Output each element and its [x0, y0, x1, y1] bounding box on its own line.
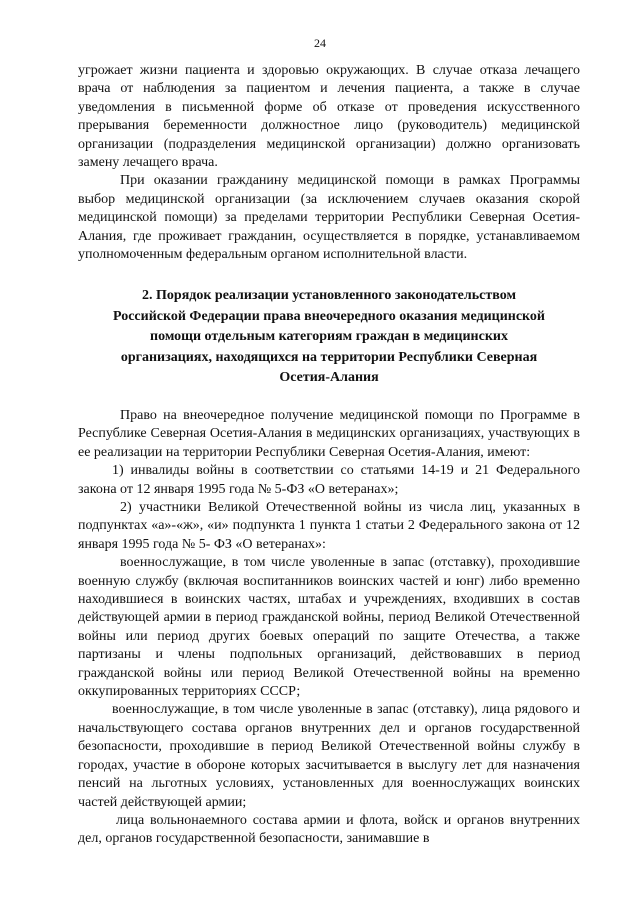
page-content — [78, 62, 580, 849]
paragraph-wwii-participants: 2) участники Великой Отечественной войны из числа лиц, указанных в подпунктах «а»-«ж», «и» подпункта 1 пункта 1 статьи 2 Федерального закона от 12 января 1995 года № 5- ФЗ «О ветеранах»: — [78, 500, 580, 552]
section-heading: 2. Порядок реализации установленного законодательством Российской Федерации права внеочередного оказания медицинской помощи отдельным категориям граждан в медицинских организациях, находящихся на территории Республики Северная Осетия-Алания — [113, 288, 545, 386]
paragraph-right-to-priority-care: Право на внеочередное получение медицинской помощи по Программе в Республике Северная Осетия-Алания в медицинских организациях, участвующих в ее реализации на территории Республики Северная Осетия-Алания, имеют: — [78, 407, 580, 460]
paragraph-organization-choice: При оказании гражданину медицинской помощи в рамках Программы выбор медицинской организации (за исключением случаев оказания скорой медицинской помощи) за пределами территории Республики Северная Осетия-Алания, где проживает гражданин, осуществляется в порядке, устанавливаемом уполномоченным федеральным органом исполнительной власти. — [78, 173, 580, 263]
paragraph-doctor-replacement: угрожает жизни пациента и здоровью окружающих. В случае отказа лечащего врача от наблюдения за пациентом и лечения пациента, а также в случае уведомления в письменной форме об отказе от проведения искусственного прерывания беременности должностное лицо (руководитель) медицинской организации (подразделения медицинской организации) должно организовать замену лечащего врача. — [78, 63, 580, 171]
paragraph-civilian-staff: лица вольнонаемного состава армии и флота, войск и органов внутренних дел, органов государственной безопасности, занимавшие в — [78, 812, 580, 847]
paragraph-military-personnel: военнослужащие, в том числе уволенные в запас (отставку), проходившие военную службу (включая воспитанников воинских частей и юнг) либо временно находившиеся в воинских частях, штабах и учреждениях, входивших в состав действующей армии в период гражданской войны, период Великой Отечественной войны или период других боевых операций по защите Отечества, а также партизаны и члены подпольных организаций, действовавших в период гражданской войны или период Великой Отечественной войны на временно оккупированных территориях СССР; — [78, 555, 580, 700]
page-number: 24 — [314, 36, 326, 50]
paragraph-city-defense-service: военнослужащие, в том числе уволенные в запас (отставку), лица рядового и начальствующего состава органов внутренних дел и органов государственной безопасности, проходившие в период Великой Отечественной войны службу в городах, участие в обороне которых засчитывается в выслугу лет для назначения пенсий на льготных условиях, установленных для военнослужащих воинских частей действующей армии; — [78, 702, 580, 810]
paragraph-war-invalids: 1) инвалиды войны в соответствии со статьями 14-19 и 21 Федерального закона от 12 января 1995 года № 5-ФЗ «О ветеранах»; — [78, 463, 580, 497]
